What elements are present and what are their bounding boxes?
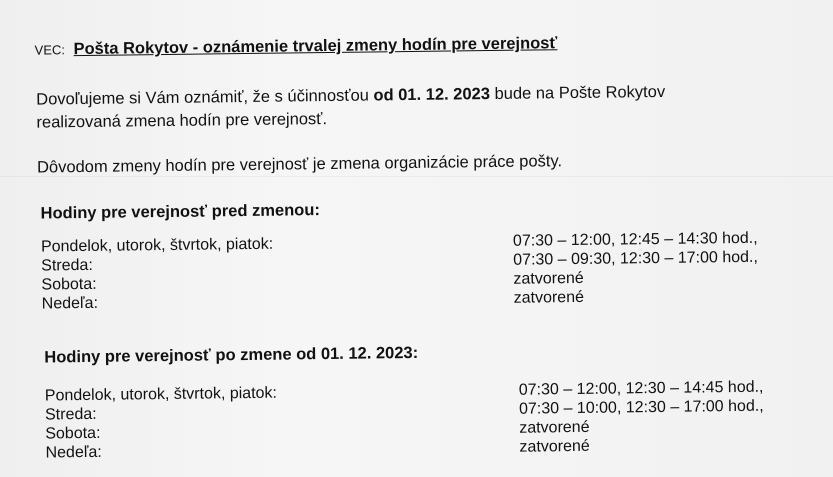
before-day: Streda: [41,256,93,275]
before-day: Pondelok, utorok, štvrtok, piatok: [40,235,274,256]
before-section-title: Hodiny pre verejnosť pred zmenou: [40,201,320,223]
intro-line-2: realizovaná zmena hodín pre verejnosť. [36,110,328,132]
before-hours: zatvorené [513,269,584,288]
after-day: Streda: [44,405,97,424]
after-day: Sobota: [45,424,101,443]
intro-prefix: Dovoľujeme si Vám oznámiť, že s účinnosťou [36,86,374,109]
after-hours: 07:30 – 10:00, 12:30 – 17:00 hod., [518,397,764,418]
subject-label: VEC: [34,42,66,58]
before-day: Nedeľa: [41,294,99,313]
after-hours: zatvorené [519,418,590,437]
subject-title: Pošta Rokytov - oznámenie trvalej zmeny hodín pre verejnosť [73,34,558,59]
after-day: Nedeľa: [45,443,102,462]
after-hours: zatvorené [519,437,590,456]
before-hours: 07:30 – 09:30, 12:30 – 17:00 hod., [513,248,758,269]
before-hours: zatvorené [513,288,585,307]
after-section-title: Hodiny pre verejnosť po zmene od 01. 12. 2023: [44,343,419,367]
before-day: Sobota: [41,275,97,294]
intro-line-1 [36,82,665,110]
intro-suffix: bude na Pošte Rokytov [489,82,666,104]
intro-date: od 01. 12. 2023 [373,85,491,105]
before-hours: 07:30 – 12:00, 12:45 – 14:30 hod., [512,229,758,250]
subject-line [34,33,557,60]
after-day: Pondelok, utorok, štvrtok, piatok: [44,384,278,405]
after-hours: 07:30 – 12:00, 12:30 – 14:45 hod., [518,378,764,399]
reason-text: Dôvodom zmeny hodín pre verejnosť je zmena organizácie práce pošty. [36,152,563,177]
